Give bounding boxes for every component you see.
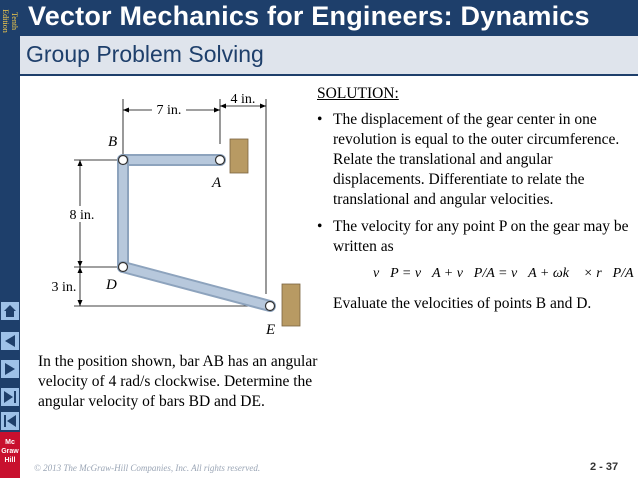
pin-d — [119, 263, 128, 272]
point-label-b: B — [108, 134, 118, 150]
home-icon[interactable] — [1, 302, 19, 320]
pin-b — [119, 156, 128, 165]
point-label-e: E — [266, 322, 276, 338]
dim-label-3in: 3 in. — [51, 280, 77, 295]
page-number: 2 - 37 — [590, 461, 619, 473]
problem-statement: In the position shown, bar AB has an angular velocity of 4 rad/s clockwise. Determine the angular velocity of bars BD and DE. — [38, 353, 318, 410]
last-icon[interactable] — [1, 388, 19, 406]
solution-bullet-1: • The displacement of the gear center in one revolution is equal to the outer circumference. Relate the translational and angular displacements. Differentiate to relate the translational and angular velocities. — [317, 111, 620, 208]
dim-label-7in: 7 in. — [156, 103, 182, 118]
evaluate-text: Evaluate the velocities of points B and D. — [333, 295, 592, 312]
solution-heading: SOLUTION: — [317, 85, 399, 102]
dim-label-8in: 8 in. — [69, 208, 95, 223]
pin-a — [216, 156, 225, 165]
bullet-dot: • — [317, 111, 323, 128]
solution-bullet-2: • The velocity for any point P on the gear may be written as — [317, 218, 629, 255]
solution-panel — [317, 84, 634, 314]
bullet-dot: • — [317, 218, 323, 235]
support-a — [230, 139, 248, 173]
pin-e — [266, 302, 275, 311]
support-e — [282, 284, 300, 326]
bar-de-face — [123, 267, 270, 306]
subtitle-bar — [20, 36, 638, 74]
prev-icon[interactable] — [1, 412, 19, 430]
header-divider — [20, 74, 638, 76]
edition-label: Tenth Edition — [1, 9, 19, 33]
next-icon[interactable] — [1, 360, 19, 378]
point-label-d: D — [106, 277, 117, 293]
mcgraw-hill-logo: Mc Graw Hill — [0, 432, 20, 478]
slide-title: Vector Mechanics for Engineers: Dynamics — [28, 1, 590, 31]
left-sidebar — [0, 0, 20, 478]
dim-label-4in: 4 in. — [230, 92, 256, 107]
title-bar — [20, 0, 638, 36]
copyright-text: © 2013 The McGraw-Hill Companies, Inc. All rights reserved. — [34, 463, 261, 473]
first-icon[interactable] — [1, 332, 19, 350]
mechanism-figure — [30, 84, 315, 344]
slide-subtitle: Group Problem Solving — [26, 41, 264, 67]
point-label-a: A — [212, 175, 222, 191]
velocity-equation: v⃗P = v⃗A + v⃗P/A = v⃗A + ωk⃗ × r⃗P/A — [373, 266, 634, 281]
